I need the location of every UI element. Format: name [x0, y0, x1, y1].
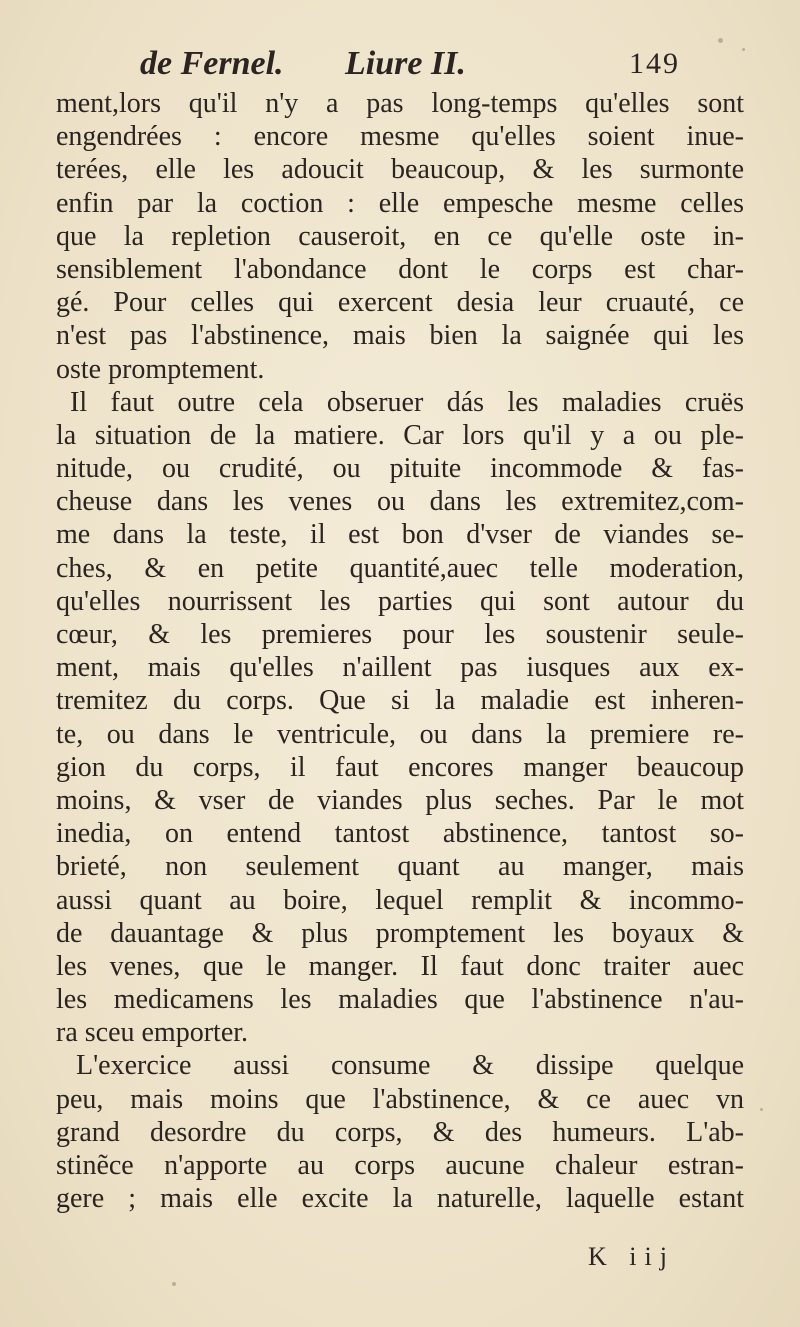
text-line: brieté, non seulement quant au manger, mais: [56, 851, 744, 883]
text-line: ment, mais qu'elles n'aillent pas iusques aux ex-: [56, 652, 744, 684]
text-line: stinẽce n'apporte au corps aucune chaleur estran-: [56, 1150, 744, 1181]
text-line: gion du corps, il faut encores manger beaucoup: [56, 751, 744, 783]
text-line: oste promptement.: [56, 353, 265, 385]
header-book: Liure II.: [345, 45, 466, 82]
text-line: ra sceu emporter.: [56, 1017, 249, 1049]
text-line: ches, & en petite quantité,auec telle moderation,: [56, 552, 744, 584]
body-text: [56, 87, 744, 1215]
text-line: que la repletion causeroit, en ce qu'elle oste in-: [56, 220, 744, 252]
text-line: Il faut outre cela obseruer dás les maladies cruës: [70, 386, 744, 418]
text-line: qu'elles nourrissent les parties qui sont autour du: [56, 585, 744, 617]
text-line: me dans la teste, il est bon d'vser de viandes se-: [56, 519, 744, 551]
text-line: nitude, ou crudité, ou pituite incommode & fas-: [56, 453, 744, 485]
signature-mark: K iij: [588, 1242, 675, 1271]
text-line: cœur, & les premieres pour les soustenir seule-: [56, 619, 744, 650]
paper-speck: [742, 48, 745, 51]
paper-speck: [760, 1108, 763, 1111]
text-line: ment,lors qu'il n'y a pas long-temps qu'elles sont: [56, 88, 744, 119]
text-line: inedia, on entend tantost abstinence, tantost so-: [56, 818, 744, 850]
text-line: n'est pas l'abstinence, mais bien la saignée qui les: [56, 320, 744, 352]
text-line: engendrées : encore mesme qu'elles soient inue-: [56, 121, 744, 153]
running-header: [140, 40, 680, 88]
text-line: sensiblement l'abondance dont le corps est char-: [56, 253, 744, 285]
text-line: tremitez du corps. Que si la maladie est inheren-: [56, 685, 744, 717]
text-line: L'exercice aussi consume & dissipe quelque: [76, 1050, 744, 1082]
text-line: cheuse dans les venes ou dans les extremitez,com-: [56, 486, 744, 518]
text-line: aussi quant au boire, lequel remplit & incommo-: [56, 884, 744, 916]
text-line: la situation de la matiere. Car lors qu'il y a ou ple-: [56, 419, 744, 451]
text-line: terées, elle les adoucit beaucoup, & les surmonte: [56, 154, 744, 186]
text-line: les venes, que le manger. Il faut donc traiter auec: [56, 950, 744, 982]
paper-speck: [718, 38, 723, 43]
text-line: de dauantage & plus promptement les boyaux &: [56, 917, 744, 949]
paper-speck: [172, 1282, 176, 1286]
text-line: te, ou dans le ventricule, ou dans la premiere re-: [56, 718, 744, 750]
text-line: les medicamens les maladies que l'abstinence n'au-: [56, 984, 744, 1016]
text-line: gé. Pour celles qui exercent desia leur cruauté, ce: [56, 287, 744, 319]
text-line: enfin par la coction : elle empesche mesme celles: [56, 187, 744, 219]
header-author: de Fernel.: [140, 45, 284, 82]
text-line: grand desordre du corps, & des humeurs. L'ab-: [56, 1116, 744, 1148]
text-line: gere ; mais elle excite la naturelle, laquelle estant: [56, 1183, 744, 1215]
text-line: peu, mais moins que l'abstinence, & ce auec vn: [56, 1083, 744, 1115]
text-line: moins, & vser de viandes plus seches. Par le mot: [56, 784, 744, 816]
page-number: 149: [629, 47, 680, 80]
